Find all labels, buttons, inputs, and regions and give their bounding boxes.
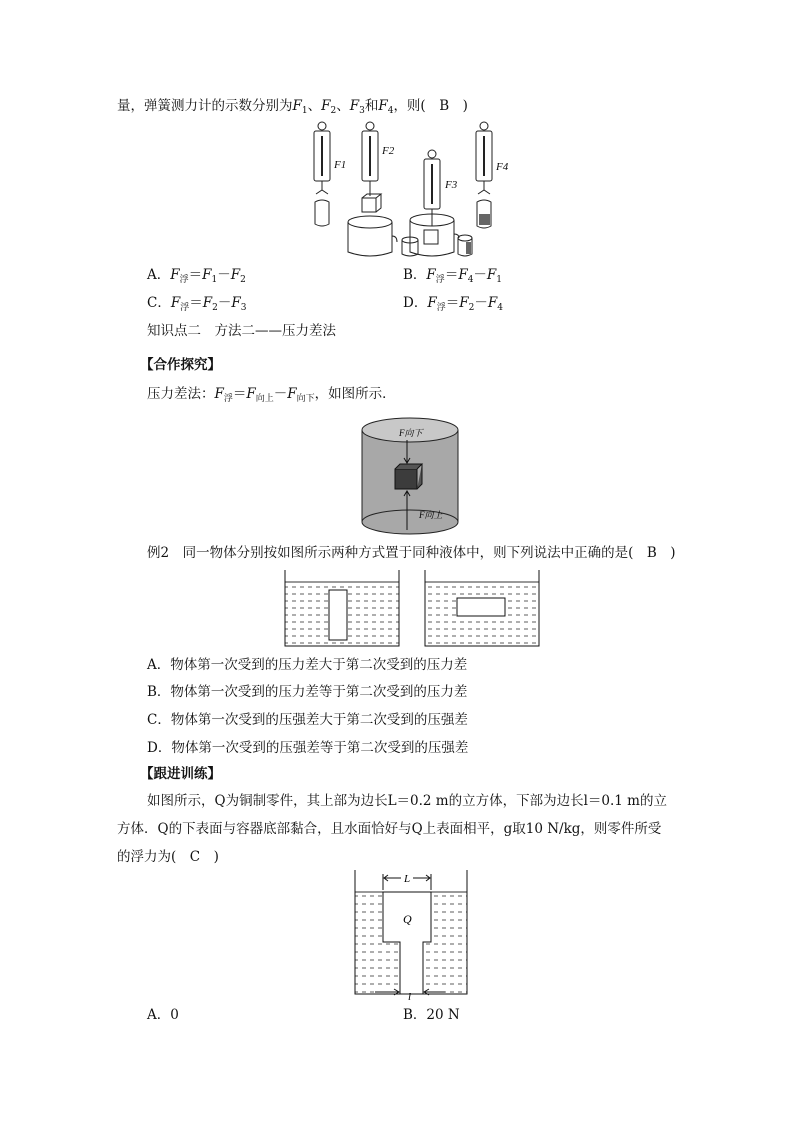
follow-option-a[interactable]: A．0	[147, 1007, 179, 1023]
f-up-label: F向上	[419, 510, 443, 520]
option-b[interactable]: B．$F_浮=F_4-F_1$	[403, 267, 503, 285]
formula-line: 压力差法：$F_浮=F_{向上}-F_{向下}$，如图所示．	[147, 386, 396, 404]
follow-option-b[interactable]: B．20 N	[403, 1007, 460, 1023]
follow-text-2: 方体．Q的下表面与容器底部黏合，且水面恰好与Q上表面相平，g取10 N/kg，则零件所受	[117, 821, 662, 837]
q1-intro: 量，弹簧测力计的示数分别为$F_1$、$F_2$、$F_3$和$F_4$，则( B )	[117, 98, 468, 116]
f-down-label: F向下	[399, 428, 423, 438]
copper-part-figure	[345, 868, 475, 1000]
fig-label-f2: F2	[382, 145, 395, 157]
ex2-option-d[interactable]: D．物体第一次受到的压强差等于第二次受到的压强差	[147, 740, 469, 756]
example2-stem: 例2 同一物体分别按如图所示两种方式置于同种液体中，则下列说法中正确的是( B )	[147, 545, 676, 561]
spring-scale-figure	[300, 118, 510, 263]
follow-text-1: 如图所示，Q为铜制零件，其上部为边长L＝0.2 m的立方体，下部为边长l＝0.1 m的立	[147, 793, 667, 809]
part-Q-label: Q	[403, 912, 412, 926]
dim-L-label: L	[404, 873, 411, 885]
option-a[interactable]: A．$F_浮=F_1-F_2$	[147, 267, 246, 285]
example2-figure	[283, 570, 543, 650]
ex2-option-a[interactable]: A．物体第一次受到的压力差大于第二次受到的压力差	[147, 657, 468, 673]
option-c[interactable]: C．$F_浮=F_2-F_3$	[147, 295, 247, 313]
follow-text-3: 的浮力为( C )	[117, 849, 219, 865]
dim-l-label: l	[408, 991, 412, 1000]
option-d[interactable]: D．$F_浮=F_2-F_4$	[403, 295, 503, 313]
fig-label-f1: F1	[334, 159, 347, 171]
fig-label-f3: F3	[445, 179, 458, 191]
section-heading: 知识点二 方法二——压力差法	[147, 323, 336, 339]
follow-heading: 【跟进训练】	[140, 766, 221, 782]
pressure-difference-figure	[355, 412, 465, 540]
coop-heading: 【合作探究】	[140, 357, 221, 373]
fig-label-f4: F4	[496, 161, 509, 173]
ex2-option-c[interactable]: C．物体第一次受到的压强差大于第二次受到的压强差	[147, 712, 468, 728]
ex2-option-b[interactable]: B．物体第一次受到的压力差等于第二次受到的压力差	[147, 684, 468, 700]
